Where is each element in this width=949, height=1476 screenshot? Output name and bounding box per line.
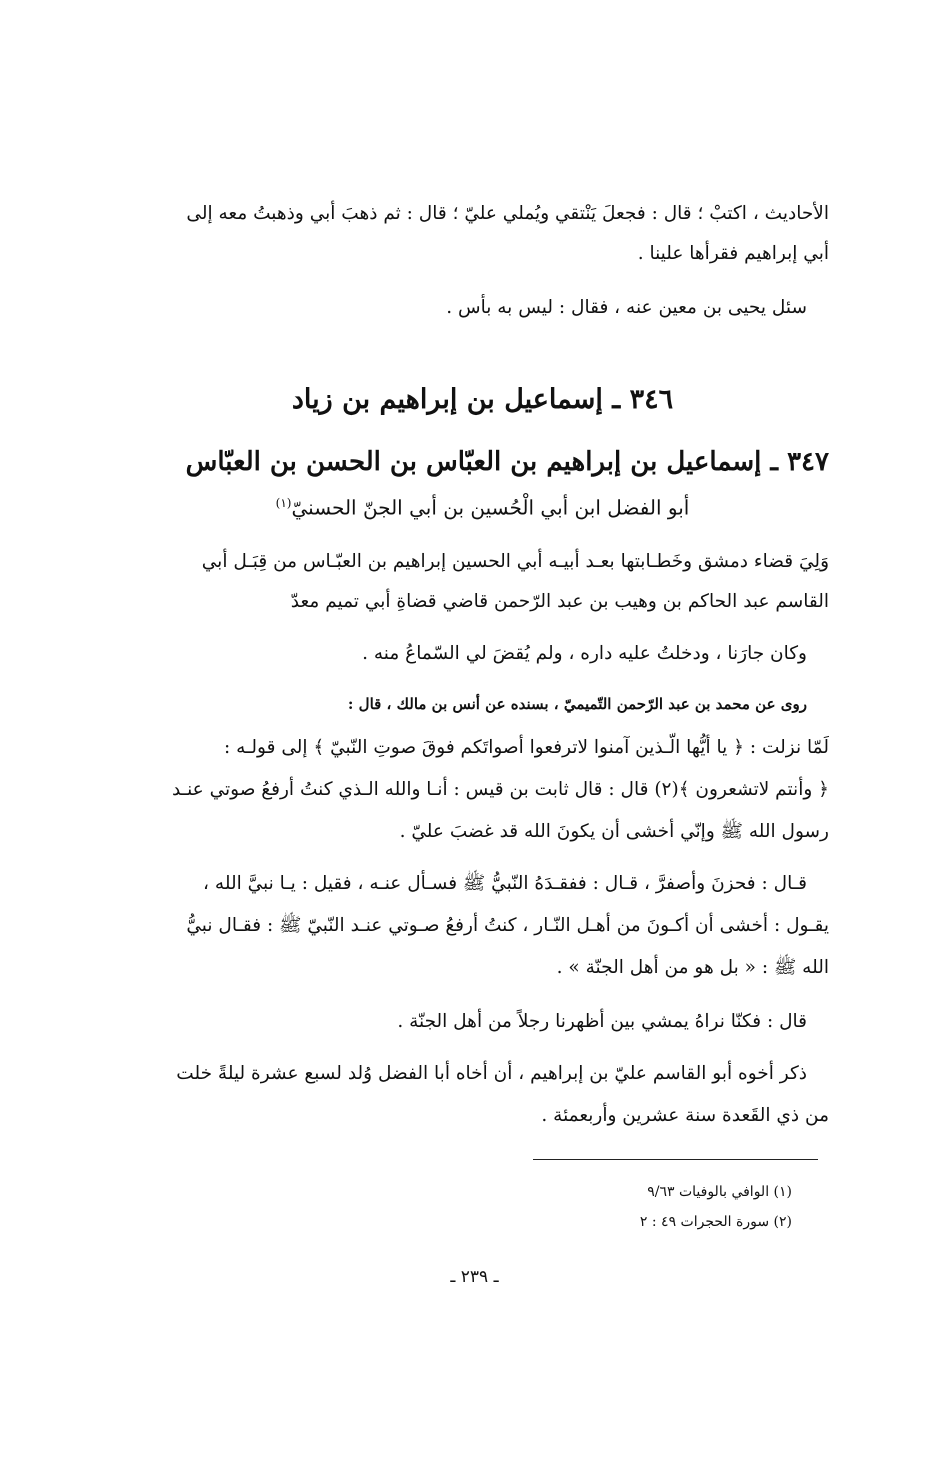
text-line: القاسم عبد الحاكم بن وهيب بن عبد الرّحمن قاضي قضاةِ أبي تميم معدّ: [290, 591, 829, 612]
text-line: روى عن محمد بن عبد الرّحمن التّميميّ ، بسنده عن أنس بن مالك ، قال :: [347, 695, 807, 713]
text-line: رسول الله ﷺ وإنّي أخشى أن يكونَ الله قد غضبَ عليّ .: [399, 821, 829, 842]
text-line: يقـول : أخشى أن أكـونَ من أهـل النّـار ، كنتُ أرفعُ صـوتي عنـد النّبيّ ﷺ : فقـال نبيُّ: [186, 915, 829, 936]
footnote-divider: [533, 1159, 818, 1160]
footnote-2: (٢) سورة الحجرات ٤٩ : ٢: [639, 1214, 792, 1230]
entry-kunya: [136, 486, 829, 525]
footnote-1: (١) الوافي بالوفيات ٩/٦٣: [647, 1184, 792, 1200]
kunya-text: أبو الفضل ابن أبي الْحُسين بن أبي الجنّ الحسنيّ: [291, 495, 690, 520]
text-line: ذكر أخوه أبو القاسم عليّ بن إبراهيم ، أن أخاه أبا الفضل وُلد لسبع عشرة ليلةً خلت: [176, 1063, 807, 1084]
page-number: ـ ٢٣٩ ـ: [450, 1267, 499, 1287]
text-line: وكان جارَنا ، ودخلتُ عليه داره ، ولم يُقضَ لي السّماعُ منه .: [362, 643, 807, 664]
continuation-block: [136, 196, 829, 326]
text-line: لَمّا نزلت : ﴿ يا أيُّها الّـذين آمنوا لاترفعوا أصواتَكم فوقَ صوتِ النّبيّ ﴾ إلى قولـه :: [223, 737, 829, 758]
entry-347-body: [136, 544, 829, 1134]
footnote-marker: (١): [275, 496, 292, 510]
text-line: أبي إبراهيم فقرأها علينا .: [637, 243, 829, 264]
text-line: من ذي القَعدة سنة عشرين وأربعمئة .: [541, 1105, 829, 1126]
entry-heading: ٣٤٦ ـ إسماعيل بن إبراهيم بن زياد: [291, 384, 674, 415]
entry-346: [136, 380, 829, 424]
text-line: قـال : فحزنَ وأصفرَّ ، قـال : ففقـدَهُ النّبيُّ ﷺ فسـأل عنـه ، فقيل : يـا نبيَّ الله ،: [203, 873, 807, 894]
text-line: سئل يحيى بن معين عنه ، فقال : ليس به بأس .: [446, 297, 807, 318]
text-line: الأحاديث ، اكتبْ ؛ قال : فجعلَ يَنْتقي ويُملي عليّ ؛ قال : ثم ذهبَ أبي وذهبتُ معه إلى: [186, 203, 829, 224]
entry-heading: ٣٤٧ ـ إسماعيل بن إبراهيم بن العبّاس بن الحسن بن العبّاس: [185, 447, 829, 477]
text-line: وَلِيَ قضاء دمشق وخَطـابتها بعـد أبيـه أبي الحسين إبراهيم بن العبّـاس من قِبَـل أبي: [201, 551, 829, 572]
entry-347-header: [136, 442, 829, 532]
text-line: قال : فكنّا نراهُ يمشي بين أظهرنا رجلاً من أهل الجنّة .: [397, 1011, 807, 1032]
text-line: ﴿ وأنتم لاتشعرون ﴾(٢) قال : قال ثابت بن قيس : أنـا والله الـذي كنتُ أرفعُ صوتي عنـد: [171, 779, 829, 800]
text-line: الله ﷺ : « بل هو من أهل الجنّة » .: [556, 957, 829, 978]
